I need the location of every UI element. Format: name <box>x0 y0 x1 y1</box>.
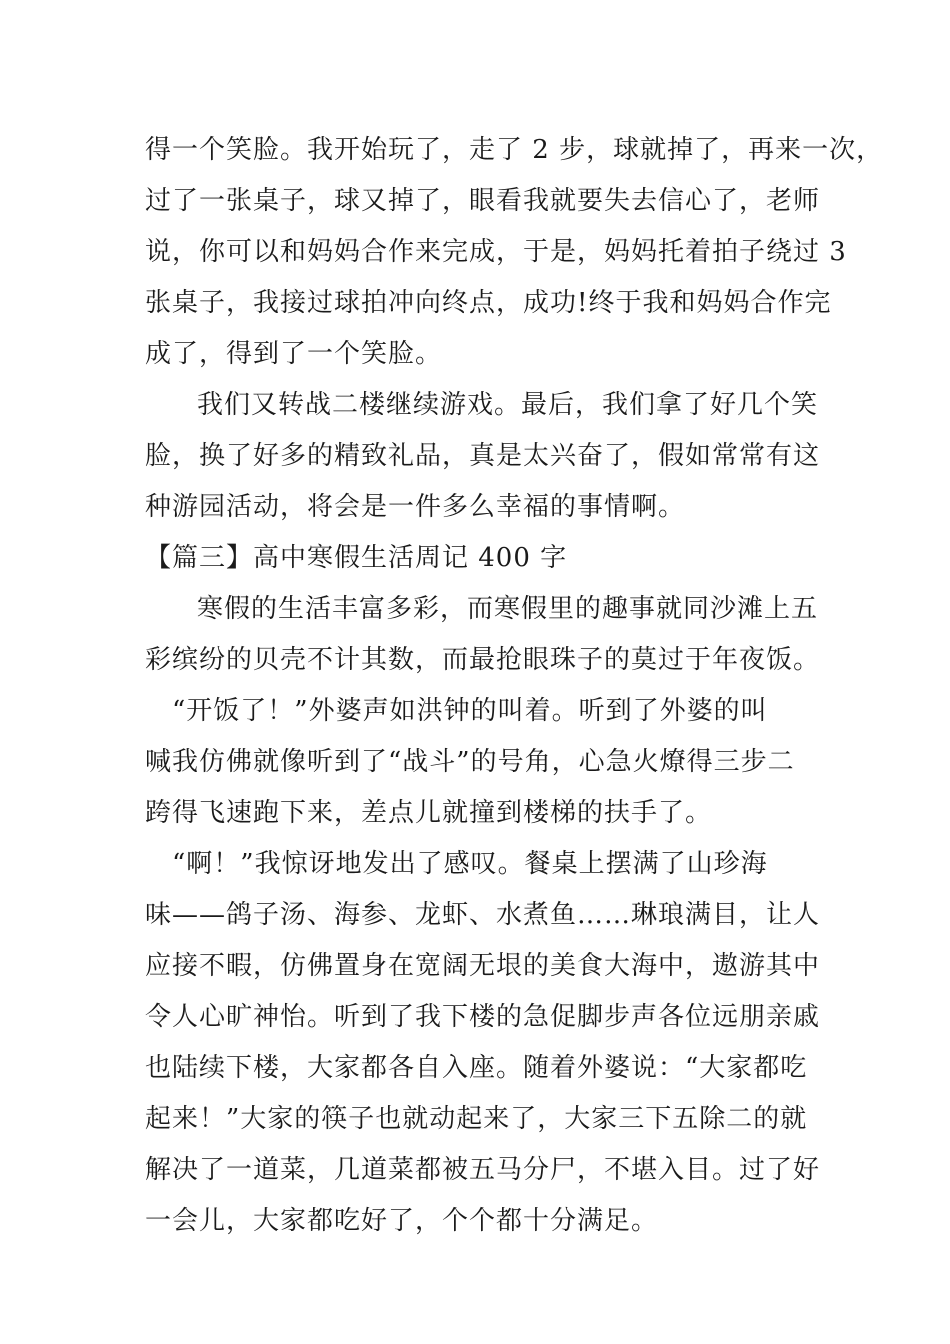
body-text-line: 跨得飞速跑下来，差点儿就撞到楼梯的扶手了。 <box>145 798 713 828</box>
body-text-line: 得一个笑脸。我开始玩了，走了 2 步，球就掉了，再来一次， <box>145 135 884 165</box>
body-text-line: 一会儿，大家都吃好了，个个都十分满足。 <box>145 1206 659 1236</box>
section-heading: 【篇三】高中寒假生活周记 400 字 <box>145 543 568 573</box>
body-text-line: 起来！”大家的筷子也就动起来了，大家三下五除二的就 <box>145 1104 808 1134</box>
body-text-line: 应接不暇，仿佛置身在宽阔无垠的美食大海中，遨游其中 <box>145 951 821 981</box>
body-text-line: 说，你可以和妈妈合作来完成，于是，妈妈托着拍子绕过 3 <box>145 237 847 267</box>
body-text-line: 彩缤纷的贝壳不计其数，而最抢眼珠子的莫过于年夜饭。 <box>145 645 821 675</box>
paragraph-first-line: “开饭了！”外婆声如洪钟的叫着。听到了外婆的叫 <box>172 696 768 726</box>
body-text-line: 脸，换了好多的精致礼品，真是太兴奋了，假如常常有这 <box>145 441 821 471</box>
paragraph-first-line: “啊！”我惊讶地发出了感叹。餐桌上摆满了山珍海 <box>172 849 768 879</box>
body-text-line: 也陆续下楼，大家都各自入座。随着外婆说：“大家都吃 <box>145 1053 808 1083</box>
body-text-line: 解决了一道菜，几道菜都被五马分尸，不堪入目。过了好 <box>145 1155 821 1185</box>
paragraph-first-line: 寒假的生活丰富多彩，而寒假里的趣事就同沙滩上五 <box>197 594 819 624</box>
body-text-line: 过了一张桌子，球又掉了，眼看我就要失去信心了，老师 <box>145 186 821 216</box>
paragraph-first-line: 我们又转战二楼继续游戏。最后，我们拿了好几个笑 <box>197 390 819 420</box>
body-text-line: 味——鸽子汤、海参、龙虾、水煮鱼……琳琅满目，让人 <box>145 900 821 930</box>
body-text-line: 令人心旷神怡。听到了我下楼的急促脚步声各位远朋亲戚 <box>145 1002 821 1032</box>
body-text-line: 种游园活动，将会是一件多么幸福的事情啊。 <box>145 492 686 522</box>
body-text-line: 成了，得到了一个笑脸。 <box>145 339 443 369</box>
body-text-line: 张桌子，我接过球拍冲向终点，成功!终于我和妈妈合作完 <box>145 288 832 318</box>
body-text-line: 喊我仿佛就像听到了“战斗”的号角，心急火燎得三步二 <box>145 747 795 777</box>
